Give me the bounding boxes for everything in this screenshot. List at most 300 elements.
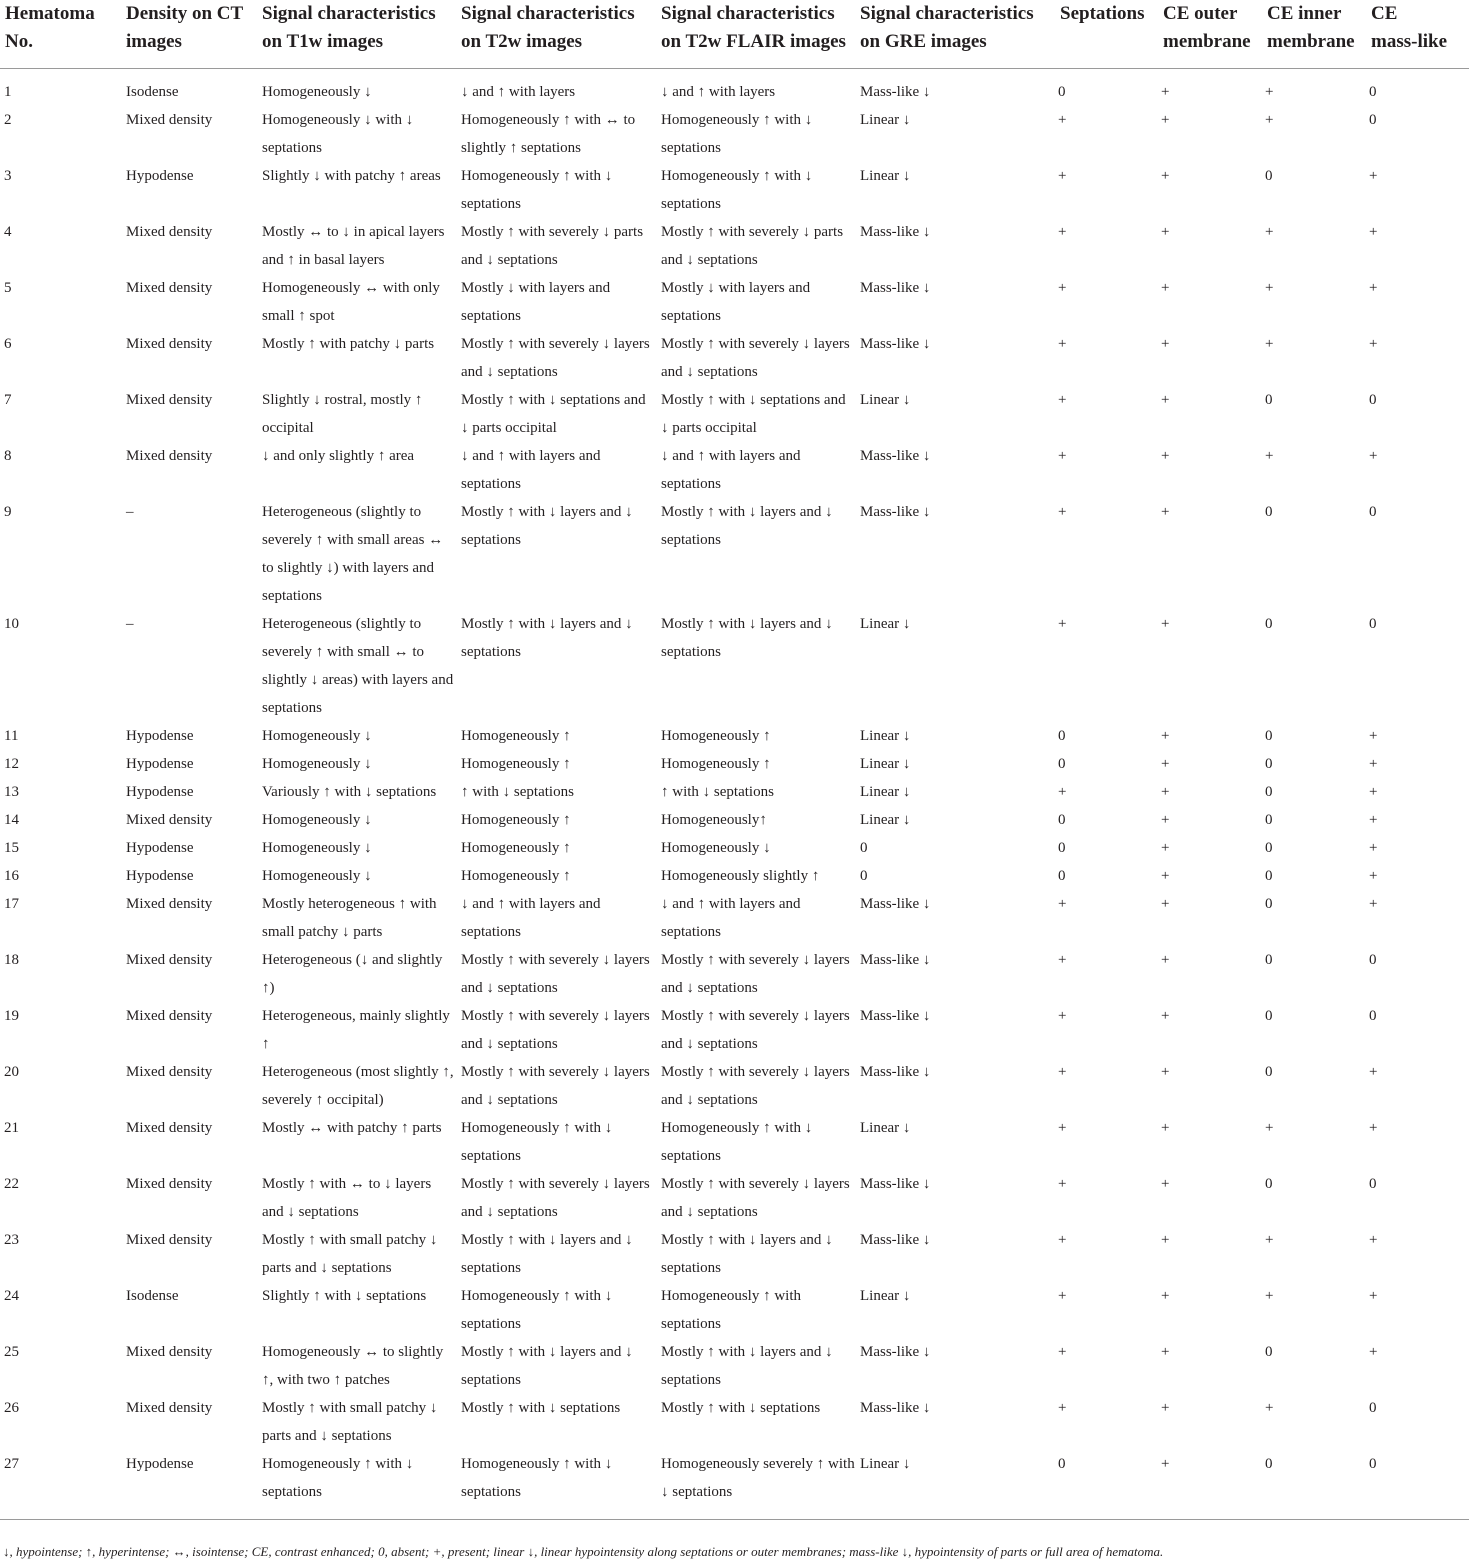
- column-header-ce-inner-membrane: [1262, 0, 1366, 68]
- cell-t2w-signal: ↓ and ↑ with layers and septations: [461, 895, 601, 940]
- cell-flair-signal: ↑ with ↓ septations: [661, 783, 774, 800]
- cell-ce-inner-membrane: 0: [1265, 755, 1273, 772]
- cell-hematoma-no: 10: [4, 615, 19, 632]
- cell-ce-outer-membrane: +: [1161, 447, 1170, 464]
- cell-ce-mass-like: +: [1369, 811, 1378, 828]
- cell-gre-signal: Mass-like ↓: [860, 895, 931, 912]
- cell-ce-mass-like: 0: [1369, 111, 1377, 128]
- cell-ce-outer-membrane: +: [1161, 1063, 1170, 1080]
- cell-ce-mass-like: +: [1369, 279, 1378, 296]
- cell-t2w-signal: Homogeneously ↑ with ↓ septations: [461, 1287, 613, 1332]
- table-row: [0, 722, 1469, 750]
- cell-t2w-signal: Homogeneously ↑: [461, 867, 571, 884]
- cell-gre-signal: Mass-like ↓: [860, 1399, 931, 1416]
- cell-gre-signal: Linear ↓: [860, 783, 911, 800]
- cell-ce-outer-membrane: +: [1161, 783, 1170, 800]
- cell-density-ct: Hypodense: [126, 783, 194, 800]
- cell-hematoma-no: 16: [4, 867, 19, 884]
- cell-t2w-signal: Mostly ↑ with ↓ layers and ↓ septations: [461, 503, 633, 548]
- cell-septations: +: [1058, 1063, 1067, 1080]
- cell-t1w-signal: Mostly ↑ with small patchy ↓ parts and ↓ septations: [262, 1399, 438, 1444]
- cell-gre-signal: Linear ↓: [860, 1287, 911, 1304]
- cell-ce-outer-membrane: +: [1161, 895, 1170, 912]
- cell-septations: 0: [1058, 867, 1066, 884]
- cell-hematoma-no: 4: [4, 223, 12, 240]
- cell-t1w-signal: Heterogeneous, mainly slightly ↑: [262, 1007, 450, 1052]
- cell-flair-signal: Homogeneously ↑: [661, 727, 771, 744]
- cell-ce-outer-membrane: +: [1161, 1399, 1170, 1416]
- table-body: [0, 68, 1469, 1519]
- cell-gre-signal: Mass-like ↓: [860, 503, 931, 520]
- cell-t2w-signal: Homogeneously ↑ with ↓ septations: [461, 1119, 613, 1164]
- column-header-label: Signal characteristics on T1w images: [262, 3, 436, 52]
- table-row: [0, 778, 1469, 806]
- cell-septations: +: [1058, 1343, 1067, 1360]
- cell-septations: +: [1058, 335, 1067, 352]
- cell-ce-inner-membrane: 0: [1265, 615, 1273, 632]
- cell-t1w-signal: Homogeneously ↓: [262, 839, 372, 856]
- cell-gre-signal: Mass-like ↓: [860, 83, 931, 100]
- cell-septations: +: [1058, 783, 1067, 800]
- cell-ce-mass-like: +: [1369, 1287, 1378, 1304]
- cell-t1w-signal: Homogeneously ↓: [262, 727, 372, 744]
- cell-ce-outer-membrane: +: [1161, 811, 1170, 828]
- cell-septations: 0: [1058, 811, 1066, 828]
- cell-gre-signal: Mass-like ↓: [860, 951, 931, 968]
- cell-density-ct: Mixed density: [126, 391, 213, 408]
- cell-density-ct: Hypodense: [121, 1450, 257, 1520]
- cell-hematoma-no: 2: [4, 111, 12, 128]
- cell-gre-signal: 0: [860, 867, 868, 884]
- cell-ce-mass-like: +: [1369, 755, 1378, 772]
- cell-ce-inner-membrane: +: [1265, 1231, 1274, 1248]
- cell-flair-signal: Homogeneously slightly ↑: [661, 867, 820, 884]
- cell-gre-signal: Mass-like ↓: [860, 1343, 931, 1360]
- cell-ce-inner-membrane: +: [1265, 111, 1274, 128]
- cell-hematoma-no: 13: [4, 783, 19, 800]
- column-header-label: Signal characteristics on T2w images: [461, 3, 635, 52]
- cell-t2w-signal: Mostly ↑ with severely ↓ layers and ↓ septations: [461, 1175, 650, 1220]
- column-header-flair-signal: [656, 0, 855, 68]
- cell-hematoma-no: 15: [4, 839, 19, 856]
- cell-t2w-signal: Mostly ↑ with ↓ layers and ↓ septations: [461, 1231, 633, 1276]
- cell-septations: +: [1058, 895, 1067, 912]
- cell-flair-signal: ↓ and ↑ with layers and septations: [661, 447, 801, 492]
- table-row: [0, 946, 1469, 1002]
- cell-t1w-signal: Heterogeneous (↓ and slightly ↑): [262, 951, 443, 996]
- cell-septations: +: [1058, 1119, 1067, 1136]
- table-row: [0, 330, 1469, 386]
- cell-t1w-signal: Mostly heterogeneous ↑ with small patchy ↓ parts: [262, 895, 437, 940]
- cell-septations: +: [1058, 1007, 1067, 1024]
- cell-septations: +: [1058, 951, 1067, 968]
- cell-gre-signal: Mass-like ↓: [860, 279, 931, 296]
- cell-t1w-signal: Mostly ↔ to ↓ in apical layers and ↑ in basal layers: [262, 223, 445, 268]
- cell-gre-signal: Mass-like ↓: [860, 335, 931, 352]
- cell-ce-outer-membrane: +: [1161, 867, 1170, 884]
- table-row: [0, 610, 1469, 722]
- cell-ce-outer-membrane: +: [1161, 391, 1170, 408]
- cell-flair-signal: Mostly ↑ with severely ↓ layers and ↓ septations: [661, 1063, 850, 1108]
- cell-septations: +: [1058, 447, 1067, 464]
- cell-septations: 0: [1058, 727, 1066, 744]
- table-row: [0, 1282, 1469, 1338]
- cell-hematoma-no: 19: [4, 1007, 19, 1024]
- cell-hematoma-no: 11: [4, 727, 19, 744]
- cell-flair-signal: ↓ and ↑ with layers and septations: [661, 895, 801, 940]
- table-row: [0, 890, 1469, 946]
- cell-density-ct: Mixed density: [126, 895, 213, 912]
- table-row: [0, 162, 1469, 218]
- header-row: [0, 0, 1469, 68]
- cell-t1w-signal: Slightly ↓ with patchy ↑ areas: [262, 167, 441, 184]
- cell-ce-inner-membrane: 0: [1265, 1175, 1273, 1192]
- cell-density-ct: Mixed density: [126, 335, 213, 352]
- cell-flair-signal: Homogeneously ↑: [661, 755, 771, 772]
- cell-ce-inner-membrane: 0: [1265, 167, 1273, 184]
- column-header-hematoma-no: [0, 0, 121, 68]
- cell-t2w-signal: Mostly ↑ with severely ↓ layers and ↓ septations: [461, 335, 650, 380]
- cell-septations: 0: [1058, 839, 1066, 856]
- column-header-t2w-signal: [456, 0, 656, 68]
- table-row: [0, 1226, 1469, 1282]
- cell-hematoma-no: 27: [0, 1450, 121, 1520]
- cell-flair-signal: Homogeneously ↑ with septations: [661, 1287, 801, 1332]
- column-header-label: CE inner membrane: [1267, 3, 1355, 52]
- cell-ce-inner-membrane: 0: [1262, 1450, 1366, 1520]
- cell-flair-signal: Mostly ↑ with severely ↓ layers and ↓ septations: [661, 951, 850, 996]
- cell-density-ct: Mixed density: [126, 1119, 213, 1136]
- cell-septations: 0: [1055, 1450, 1158, 1520]
- cell-flair-signal: Mostly ↑ with severely ↓ parts and ↓ septations: [661, 223, 844, 268]
- cell-t1w-signal: Homogeneously ↓: [262, 811, 372, 828]
- cell-density-ct: Mixed density: [126, 811, 213, 828]
- cell-ce-mass-like: 0: [1369, 1007, 1377, 1024]
- cell-gre-signal: Linear ↓: [860, 167, 911, 184]
- table-footnote: ↓, hypointense; ↑, hyperintense; ↔, isointense; CE, contrast enhanced; 0, absent; +, present; linear ↓, linear hypointensity along septations or outer membranes; mass-like ↓, hypointensity of parts or full area of hematoma.: [3, 1544, 1164, 1559]
- cell-flair-signal: Mostly ↓ with layers and septations: [661, 279, 811, 324]
- cell-gre-signal: Linear ↓: [855, 1450, 1055, 1520]
- column-header-label: Septations: [1060, 3, 1145, 24]
- cell-t1w-signal: Heterogeneous (most slightly ↑, severely ↑ occipital): [262, 1063, 454, 1108]
- cell-t2w-signal: Homogeneously ↑ with ↓ septations: [461, 167, 613, 212]
- cell-ce-inner-membrane: +: [1265, 83, 1274, 100]
- cell-t1w-signal: Mostly ↑ with ↔ to ↓ layers and ↓ septations: [262, 1175, 432, 1220]
- cell-hematoma-no: 1: [4, 83, 12, 100]
- cell-ce-outer-membrane: +: [1161, 1175, 1170, 1192]
- cell-t1w-signal: Mostly ↔ with patchy ↑ parts: [262, 1119, 442, 1136]
- cell-t2w-signal: Homogeneously ↑: [461, 811, 571, 828]
- cell-septations: +: [1058, 1287, 1067, 1304]
- cell-density-ct: –: [126, 615, 134, 632]
- cell-ce-inner-membrane: 0: [1265, 727, 1273, 744]
- cell-septations: +: [1058, 1231, 1067, 1248]
- cell-ce-inner-membrane: 0: [1265, 867, 1273, 884]
- cell-ce-mass-like: 0: [1369, 391, 1377, 408]
- cell-ce-outer-membrane: +: [1161, 951, 1170, 968]
- cell-gre-signal: Linear ↓: [860, 727, 911, 744]
- cell-t2w-signal: Mostly ↑ with severely ↓ layers and ↓ septations: [461, 1063, 650, 1108]
- table-row: [0, 68, 1469, 106]
- cell-t2w-signal: ↓ and ↑ with layers: [461, 83, 576, 100]
- cell-hematoma-no: 25: [4, 1343, 19, 1360]
- cell-hematoma-no: 14: [4, 811, 19, 828]
- column-header-density-ct: [121, 0, 257, 68]
- cell-density-ct: Mixed density: [126, 111, 213, 128]
- table-header: [0, 0, 1469, 68]
- table-row: [0, 1058, 1469, 1114]
- cell-t1w-signal: Variously ↑ with ↓ septations: [262, 783, 437, 800]
- cell-flair-signal: ↓ and ↑ with layers: [661, 83, 776, 100]
- cell-t2w-signal: Homogeneously ↑ with ↓ septations: [456, 1450, 656, 1520]
- cell-density-ct: Mixed density: [126, 447, 213, 464]
- cell-hematoma-no: 18: [4, 951, 19, 968]
- cell-hematoma-no: 5: [4, 279, 12, 296]
- cell-t1w-signal: Homogeneously ↓: [262, 83, 372, 100]
- cell-t2w-signal: Homogeneously ↑: [461, 755, 571, 772]
- cell-ce-outer-membrane: +: [1161, 1119, 1170, 1136]
- cell-t2w-signal: ↑ with ↓ septations: [461, 783, 574, 800]
- cell-ce-mass-like: 0: [1369, 1175, 1377, 1192]
- table-row: [0, 1002, 1469, 1058]
- cell-gre-signal: Mass-like ↓: [860, 1007, 931, 1024]
- cell-flair-signal: Mostly ↑ with ↓ septations and ↓ parts occipital: [661, 391, 846, 436]
- cell-density-ct: –: [126, 503, 134, 520]
- cell-t1w-signal: Mostly ↑ with patchy ↓ parts: [262, 335, 435, 352]
- cell-ce-mass-like: +: [1369, 1231, 1378, 1248]
- cell-hematoma-no: 26: [4, 1399, 19, 1416]
- cell-ce-mass-like: +: [1369, 1343, 1378, 1360]
- cell-gre-signal: 0: [860, 839, 868, 856]
- cell-t1w-signal: Mostly ↑ with small patchy ↓ parts and ↓ septations: [262, 1231, 438, 1276]
- cell-ce-mass-like: 0: [1366, 1450, 1469, 1520]
- cell-ce-outer-membrane: +: [1161, 279, 1170, 296]
- cell-ce-outer-membrane: +: [1161, 167, 1170, 184]
- cell-ce-mass-like: +: [1369, 895, 1378, 912]
- cell-ce-mass-like: +: [1369, 447, 1378, 464]
- cell-septations: +: [1058, 1175, 1067, 1192]
- cell-septations: +: [1058, 223, 1067, 240]
- cell-t2w-signal: Mostly ↑ with severely ↓ layers and ↓ septations: [461, 951, 650, 996]
- cell-ce-outer-membrane: +: [1161, 1287, 1170, 1304]
- cell-septations: +: [1058, 111, 1067, 128]
- cell-hematoma-no: 17: [4, 895, 19, 912]
- cell-t1w-signal: Homogeneously ↓ with ↓ septations: [262, 111, 414, 156]
- cell-flair-signal: Homogeneously↑: [661, 811, 767, 828]
- cell-t2w-signal: Homogeneously ↑ with ↔ to slightly ↑ septations: [461, 111, 636, 156]
- cell-flair-signal: Homogeneously ↑ with ↓ septations: [661, 1119, 813, 1164]
- cell-flair-signal: Mostly ↑ with severely ↓ layers and ↓ septations: [661, 1007, 850, 1052]
- table-row: [0, 274, 1469, 330]
- table-row: [0, 1114, 1469, 1170]
- cell-septations: +: [1058, 615, 1067, 632]
- cell-ce-inner-membrane: +: [1265, 1399, 1274, 1416]
- cell-septations: +: [1058, 279, 1067, 296]
- column-header-label: Density on CT images: [126, 3, 244, 52]
- cell-gre-signal: Linear ↓: [860, 755, 911, 772]
- cell-t1w-signal: Heterogeneous (slightly to severely ↑ with small areas ↔ to slightly ↓) with layers and septations: [262, 503, 444, 604]
- cell-hematoma-no: 22: [4, 1175, 19, 1192]
- cell-ce-inner-membrane: +: [1265, 1287, 1274, 1304]
- cell-t1w-signal: Homogeneously ↓: [262, 755, 372, 772]
- column-header-label: Hematoma No.: [5, 3, 95, 52]
- cell-t1w-signal: Homogeneously ↑ with ↓ septations: [257, 1450, 456, 1520]
- cell-ce-mass-like: 0: [1369, 83, 1377, 100]
- cell-density-ct: Mixed density: [126, 1175, 213, 1192]
- cell-t2w-signal: Mostly ↑ with ↓ layers and ↓ septations: [461, 1343, 633, 1388]
- table-row: [0, 834, 1469, 862]
- cell-ce-inner-membrane: +: [1265, 279, 1274, 296]
- cell-t2w-signal: Homogeneously ↑: [461, 727, 571, 744]
- column-header-gre-signal: [855, 0, 1055, 68]
- cell-ce-inner-membrane: 0: [1265, 1343, 1273, 1360]
- table-row: [0, 862, 1469, 890]
- cell-ce-outer-membrane: +: [1161, 755, 1170, 772]
- cell-ce-outer-membrane: +: [1161, 223, 1170, 240]
- column-header-ce-mass-like: [1366, 0, 1469, 68]
- cell-density-ct: Mixed density: [126, 1231, 213, 1248]
- cell-ce-mass-like: +: [1369, 167, 1378, 184]
- cell-ce-mass-like: 0: [1369, 1399, 1377, 1416]
- cell-septations: +: [1058, 391, 1067, 408]
- cell-t1w-signal: Heterogeneous (slightly to severely ↑ with small ↔ to slightly ↓ areas) with layers and septations: [262, 615, 454, 716]
- cell-ce-inner-membrane: +: [1265, 1119, 1274, 1136]
- cell-gre-signal: Linear ↓: [860, 1119, 911, 1136]
- cell-gre-signal: Mass-like ↓: [860, 1175, 931, 1192]
- cell-ce-mass-like: +: [1369, 867, 1378, 884]
- cell-ce-outer-membrane: +: [1158, 1450, 1262, 1520]
- cell-t2w-signal: Mostly ↑ with ↓ septations: [461, 1399, 621, 1416]
- cell-ce-inner-membrane: 0: [1265, 839, 1273, 856]
- cell-gre-signal: Linear ↓: [860, 811, 911, 828]
- cell-ce-inner-membrane: 0: [1265, 951, 1273, 968]
- cell-ce-outer-membrane: +: [1161, 1343, 1170, 1360]
- cell-density-ct: Isodense: [126, 1287, 179, 1304]
- cell-flair-signal: Homogeneously ↑ with ↓ septations: [661, 167, 813, 212]
- column-header-label: Signal characteristics on T2w FLAIR images: [661, 3, 846, 52]
- cell-ce-outer-membrane: +: [1161, 727, 1170, 744]
- cell-t2w-signal: ↓ and ↑ with layers and septations: [461, 447, 601, 492]
- cell-ce-mass-like: +: [1369, 1063, 1378, 1080]
- cell-septations: 0: [1058, 755, 1066, 772]
- cell-density-ct: Hypodense: [126, 839, 194, 856]
- column-header-t1w-signal: [257, 0, 456, 68]
- cell-ce-outer-membrane: +: [1161, 615, 1170, 632]
- cell-ce-outer-membrane: +: [1161, 335, 1170, 352]
- cell-ce-outer-membrane: +: [1161, 111, 1170, 128]
- cell-ce-mass-like: +: [1369, 335, 1378, 352]
- cell-gre-signal: Mass-like ↓: [860, 1063, 931, 1080]
- cell-septations: +: [1058, 503, 1067, 520]
- table-row: [0, 806, 1469, 834]
- cell-ce-outer-membrane: +: [1161, 1231, 1170, 1248]
- cell-ce-inner-membrane: +: [1265, 335, 1274, 352]
- cell-density-ct: Hypodense: [126, 727, 194, 744]
- cell-ce-inner-membrane: 0: [1265, 811, 1273, 828]
- cell-septations: +: [1058, 167, 1067, 184]
- cell-density-ct: Mixed density: [126, 1007, 213, 1024]
- cell-t2w-signal: Mostly ↑ with severely ↓ parts and ↓ septations: [461, 223, 644, 268]
- cell-ce-mass-like: +: [1369, 1119, 1378, 1136]
- cell-t2w-signal: Mostly ↑ with ↓ layers and ↓ septations: [461, 615, 633, 660]
- table-row: [0, 1394, 1469, 1450]
- cell-gre-signal: Linear ↓: [860, 111, 911, 128]
- table-row: [0, 1170, 1469, 1226]
- cell-flair-signal: Mostly ↑ with ↓ layers and ↓ septations: [661, 1343, 833, 1388]
- cell-flair-signal: Homogeneously ↓: [661, 839, 771, 856]
- cell-t1w-signal: Slightly ↓ rostral, mostly ↑ occipital: [262, 391, 423, 436]
- cell-density-ct: Mixed density: [126, 1343, 213, 1360]
- table-row: [0, 1338, 1469, 1394]
- cell-ce-outer-membrane: +: [1161, 83, 1170, 100]
- cell-t1w-signal: Homogeneously ↔ to slightly ↑, with two ↑ patches: [262, 1343, 444, 1388]
- cell-density-ct: Mixed density: [126, 279, 213, 296]
- cell-ce-outer-membrane: +: [1161, 1007, 1170, 1024]
- cell-ce-mass-like: 0: [1369, 615, 1377, 632]
- cell-gre-signal: Mass-like ↓: [860, 223, 931, 240]
- column-header-septations: [1055, 0, 1158, 68]
- cell-ce-outer-membrane: +: [1161, 503, 1170, 520]
- cell-t2w-signal: Mostly ↑ with ↓ septations and ↓ parts occipital: [461, 391, 646, 436]
- cell-t1w-signal: ↓ and only slightly ↑ area: [262, 447, 415, 464]
- cell-t1w-signal: Homogeneously ↓: [262, 867, 372, 884]
- cell-hematoma-no: 8: [4, 447, 12, 464]
- cell-ce-inner-membrane: 0: [1265, 391, 1273, 408]
- cell-hematoma-no: 12: [4, 755, 19, 772]
- cell-gre-signal: Mass-like ↓: [860, 447, 931, 464]
- cell-density-ct: Mixed density: [126, 223, 213, 240]
- cell-flair-signal: Mostly ↑ with ↓ septations: [661, 1399, 821, 1416]
- cell-density-ct: Hypodense: [126, 755, 194, 772]
- cell-ce-mass-like: +: [1369, 783, 1378, 800]
- column-header-ce-outer-membrane: [1158, 0, 1262, 68]
- cell-density-ct: Hypodense: [126, 167, 194, 184]
- cell-flair-signal: Mostly ↑ with ↓ layers and ↓ septations: [661, 1231, 833, 1276]
- cell-hematoma-no: 3: [4, 167, 12, 184]
- cell-flair-signal: Mostly ↑ with ↓ layers and ↓ septations: [661, 615, 833, 660]
- cell-t1w-signal: Homogeneously ↔ with only small ↑ spot: [262, 279, 440, 324]
- table-row: [0, 750, 1469, 778]
- cell-ce-inner-membrane: 0: [1265, 1007, 1273, 1024]
- cell-ce-inner-membrane: +: [1265, 223, 1274, 240]
- cell-ce-mass-like: 0: [1369, 503, 1377, 520]
- cell-density-ct: Mixed density: [126, 951, 213, 968]
- cell-ce-inner-membrane: 0: [1265, 1063, 1273, 1080]
- cell-hematoma-no: 23: [4, 1231, 19, 1248]
- cell-flair-signal: Homogeneously ↑ with ↓ septations: [661, 111, 813, 156]
- cell-flair-signal: Homogeneously severely ↑ with ↓ septations: [656, 1450, 855, 1520]
- cell-septations: 0: [1058, 83, 1066, 100]
- cell-density-ct: Isodense: [126, 83, 179, 100]
- cell-gre-signal: Mass-like ↓: [860, 1231, 931, 1248]
- cell-ce-inner-membrane: 0: [1265, 895, 1273, 912]
- cell-density-ct: Hypodense: [126, 867, 194, 884]
- table-row: [0, 106, 1469, 162]
- cell-hematoma-no: 21: [4, 1119, 19, 1136]
- cell-hematoma-no: 9: [4, 503, 12, 520]
- table-row: [0, 386, 1469, 442]
- cell-ce-inner-membrane: 0: [1265, 783, 1273, 800]
- table-row: [0, 442, 1469, 498]
- cell-density-ct: Mixed density: [126, 1399, 213, 1416]
- table-row: [0, 218, 1469, 274]
- cell-flair-signal: Mostly ↑ with ↓ layers and ↓ septations: [661, 503, 833, 548]
- cell-hematoma-no: 24: [4, 1287, 19, 1304]
- column-header-label: Signal characteristics on GRE images: [860, 3, 1034, 52]
- cell-ce-mass-like: +: [1369, 839, 1378, 856]
- cell-ce-inner-membrane: +: [1265, 447, 1274, 464]
- cell-hematoma-no: 7: [4, 391, 12, 408]
